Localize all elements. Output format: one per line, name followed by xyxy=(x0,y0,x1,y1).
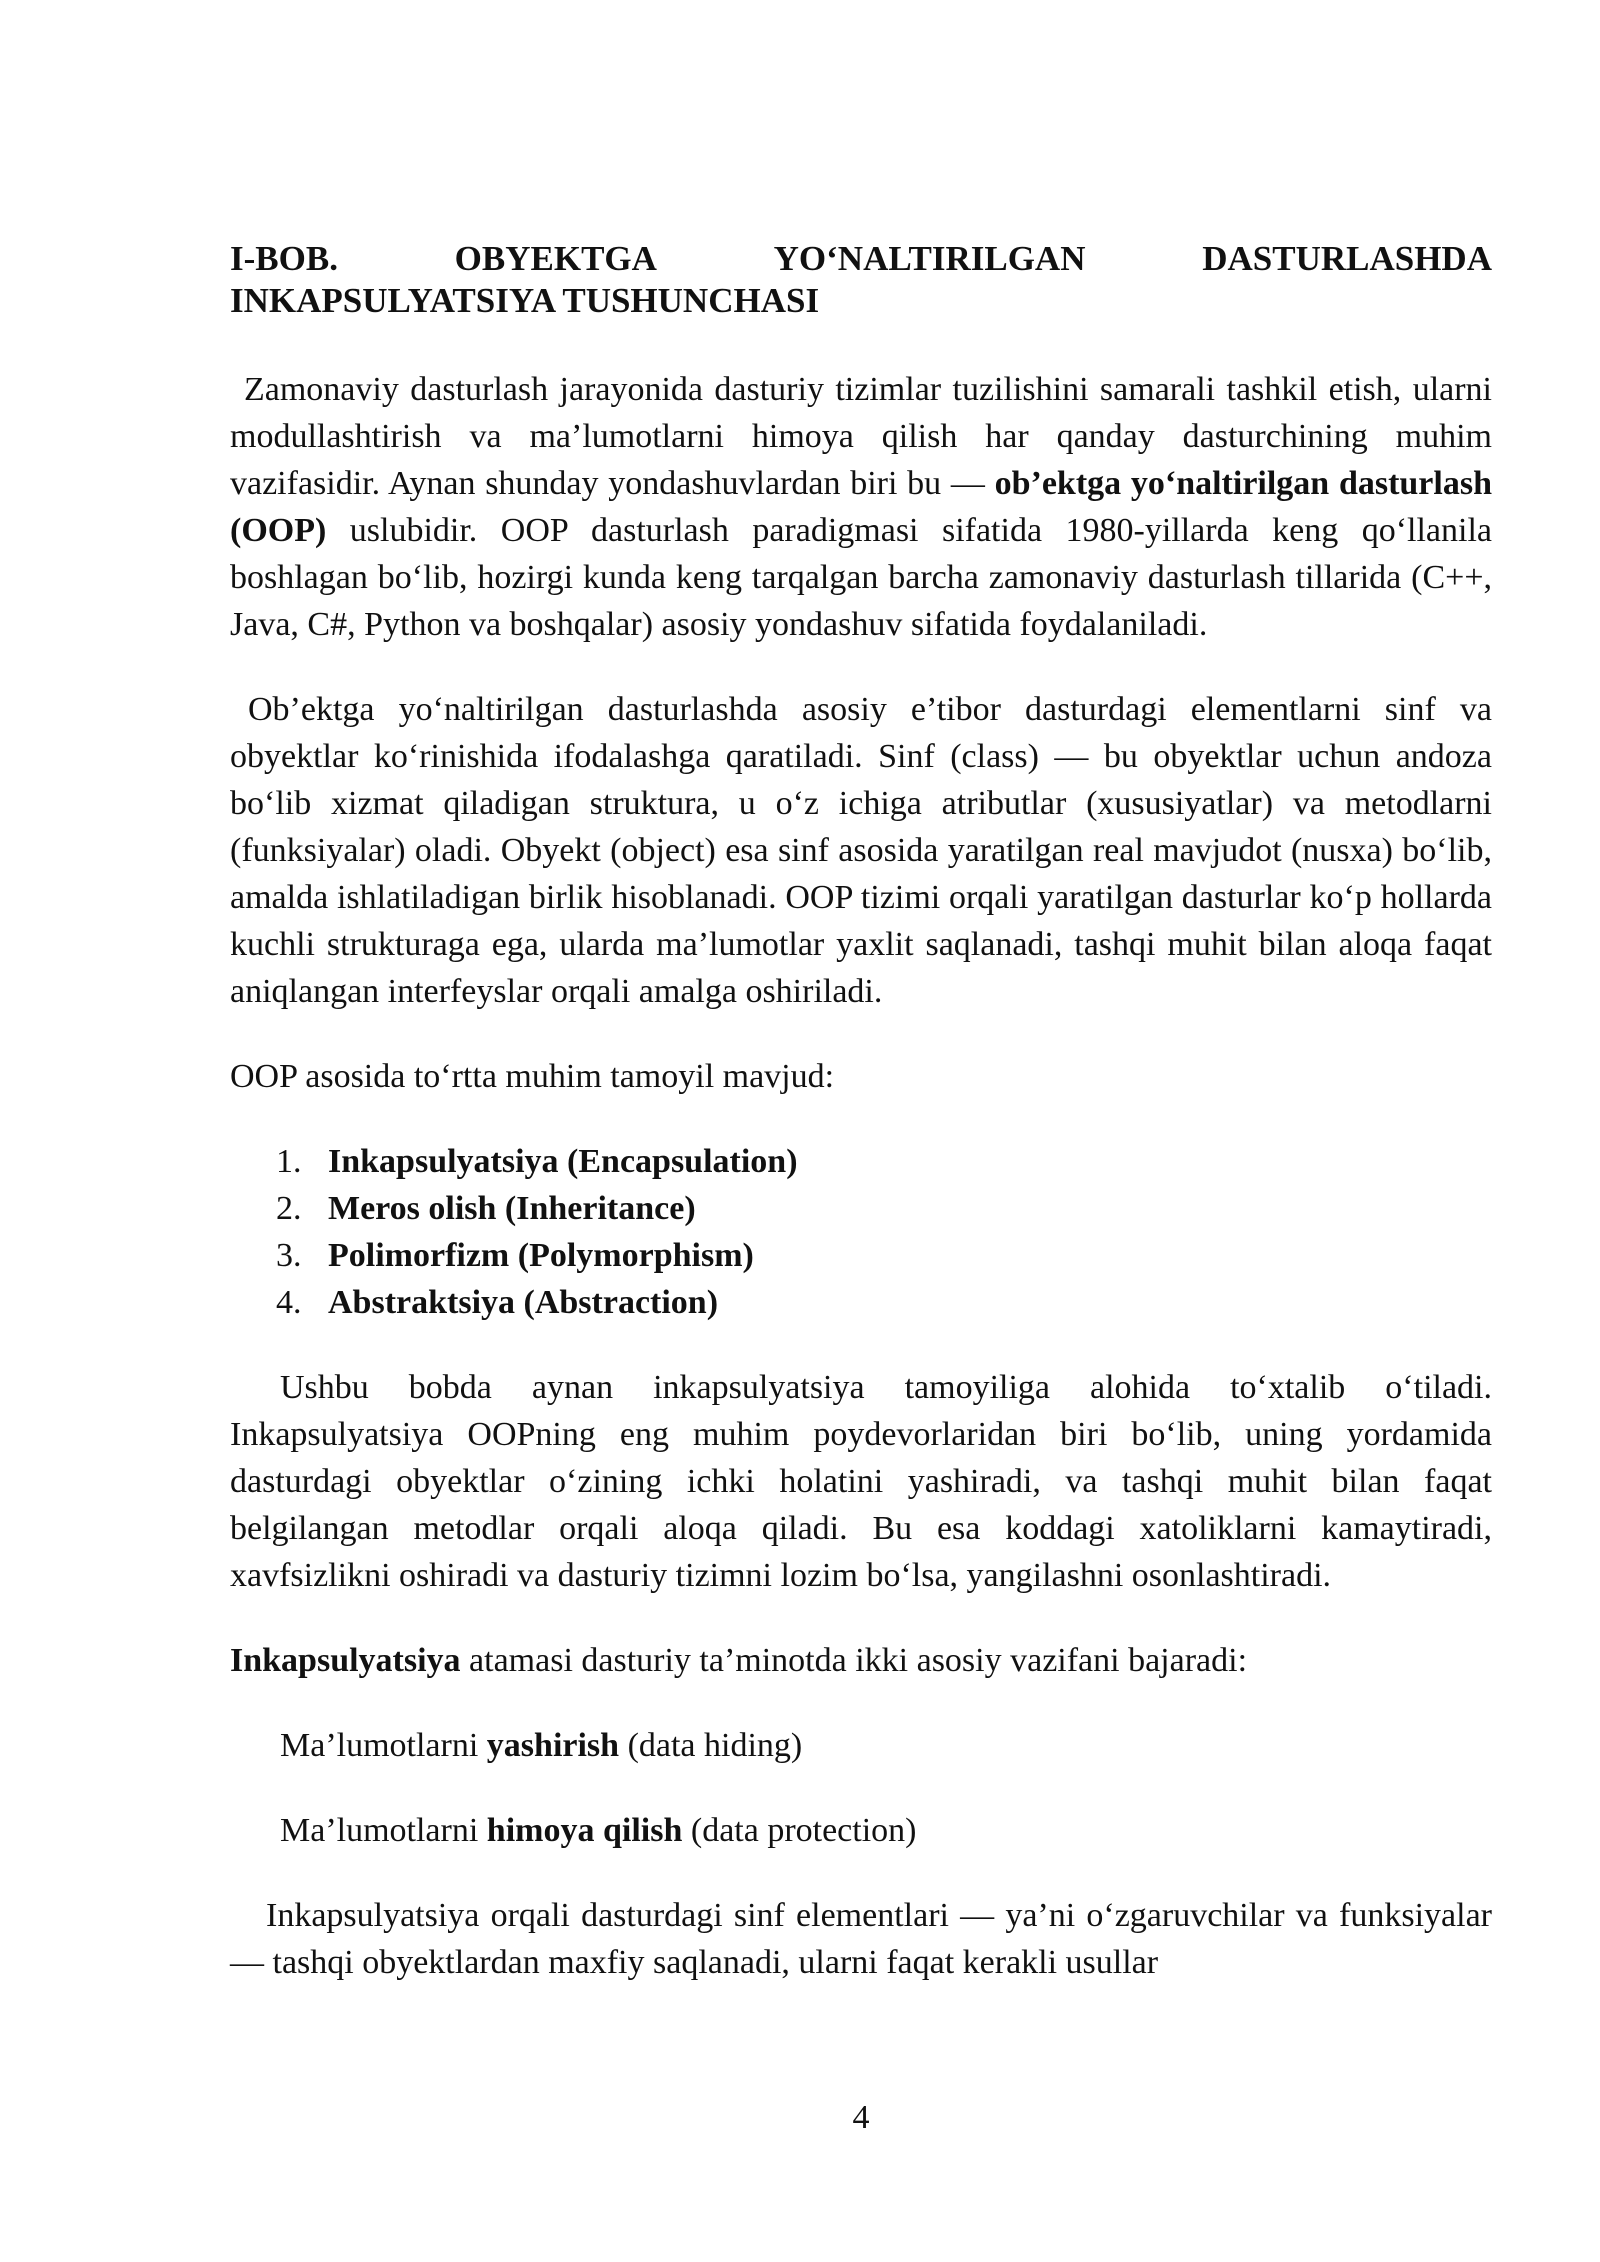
task-data-protection xyxy=(230,1807,1492,1854)
page-number: 4 xyxy=(852,2099,870,2136)
intro-text-b: uslubidir. OOP dasturlash paradigmasi sifatida 1980-yillarda keng qo‘llanila boshlagan bo‘lib, hozirgi kunda keng tarqalgan barcha zamonaviy dasturlash tillarida (C++, Java, C#, Python va boshqalar) asosiy yondashuv sifatida foydalaniladi. xyxy=(230,512,1492,643)
document-page xyxy=(230,238,1492,1986)
chapter-heading xyxy=(230,238,1492,322)
list-item-label: Inkapsulyatsiya (Encapsulation) xyxy=(328,1143,798,1180)
closing-paragraph: Inkapsulyatsiya orqali dasturdagi sinf elementlari — ya’ni o‘zgaruvchilar va funksiyalar — tashqi obyektlardan maxfiy saqlanadi, ularni faqat kerakli usullar xyxy=(230,1897,1492,1981)
heading-word: I-BOB. xyxy=(230,239,338,278)
task-text-a: Ma’lumotlarni xyxy=(280,1727,487,1764)
intro-bold-term: ob’ektga yo‘naltirilgan dasturlash (OOP) xyxy=(230,465,1492,549)
task-text-a: Ma’lumotlarni xyxy=(280,1812,487,1849)
task-data-hiding xyxy=(230,1722,1492,1769)
list-item xyxy=(276,1138,1492,1185)
list-item-label: Meros olish (Inheritance) xyxy=(328,1190,696,1227)
intro-text-a: Zamonaviy dasturlash jarayonida dasturiy tizimlar tuzilishini samarali tashkil etish, ularni modullashtirish va ma’lumotlarni himoya qilish har qanday dasturchining muhim vazifasidir. Aynan shunday yondashuvlardan biri bu — xyxy=(230,371,1492,502)
principles-intro: OOP asosida to‘rtta muhim tamoyil mavjud: xyxy=(230,1058,835,1095)
encapsulation-term: Inkapsulyatsiya xyxy=(230,1642,461,1679)
oop-description-paragraph: Ob’ektga yo‘naltirilgan dasturlashda asosiy e’tibor dasturdagi elementlarni sinf va obyektlar ko‘rinishida ifodalashga qaratiladi. Sinf (class) — bu obyektlar uchun andoza bo‘lib xizmat qiladigan struktura, u o‘z ichiga atributlar (xususiyatlar) va metodlarni (funksiyalar) oladi. Obyekt (object) esa sinf asosida yaratilgan real mavjudot (nusxa) bo‘lib, amalda ishlatiladigan birlik hisoblanadi. OOP tizimi orqali yaratilgan dasturlar ko‘p hollarda kuchli strukturaga ega, ularda ma’lumotlar yaxlit saqlanadi, tashqi muhit bilan aloqa faqat aniqlangan interfeyslar orqali amalga oshiriladi. xyxy=(230,691,1492,1010)
task-bold: yashirish xyxy=(486,1727,620,1764)
list-item-number: 2. xyxy=(276,1190,302,1227)
heading-word: OBYEKTGA xyxy=(454,239,657,278)
task-bold: himoya qilish xyxy=(486,1812,683,1849)
intro-paragraph xyxy=(230,366,1492,648)
encapsulation-tasks-intro xyxy=(230,1637,1492,1684)
chapter-heading-line2: INKAPSULYATSIYA TUSHUNCHASI xyxy=(230,281,820,320)
list-item xyxy=(276,1185,1492,1232)
list-item-label: Abstraktsiya (Abstraction) xyxy=(328,1284,719,1321)
encapsulation-focus-paragraph: Ushbu bobda aynan inkapsulyatsiya tamoyiliga alohida to‘xtalib o‘tiladi. Inkapsulyatsiya OOPning eng muhim poydevorlaridan biri bo‘lib, uning yordamida dasturdagi obyektlar o‘zining ichki holatini yashiradi, va tashqi muhit bilan faqat belgilangan metodlar orqali aloqa qiladi. Bu esa koddagi xatoliklarni kamaytiradi, xavfsizlikni oshiradi va dasturiy tizimni lozim bo‘lsa, yangilashni osonlashtiradi. xyxy=(230,1369,1492,1594)
list-item-label: Polimorfizm (Polymorphism) xyxy=(328,1237,754,1274)
list-item xyxy=(276,1232,1492,1279)
task-text-b: (data hiding) xyxy=(619,1727,803,1764)
heading-word: DASTURLASHDA xyxy=(1202,239,1492,278)
principles-list xyxy=(230,1138,1492,1326)
list-item-number: 1. xyxy=(276,1143,302,1180)
heading-word: YO‘NALTIRILGAN xyxy=(773,239,1086,278)
list-item xyxy=(276,1279,1492,1326)
list-item-number: 3. xyxy=(276,1237,302,1274)
encapsulation-tasks-text: atamasi dasturiy ta’minotda ikki asosiy vazifani bajaradi: xyxy=(460,1642,1248,1679)
list-item-number: 4. xyxy=(276,1284,302,1321)
chapter-heading-line1 xyxy=(230,238,1492,280)
task-text-b: (data protection) xyxy=(682,1812,917,1849)
